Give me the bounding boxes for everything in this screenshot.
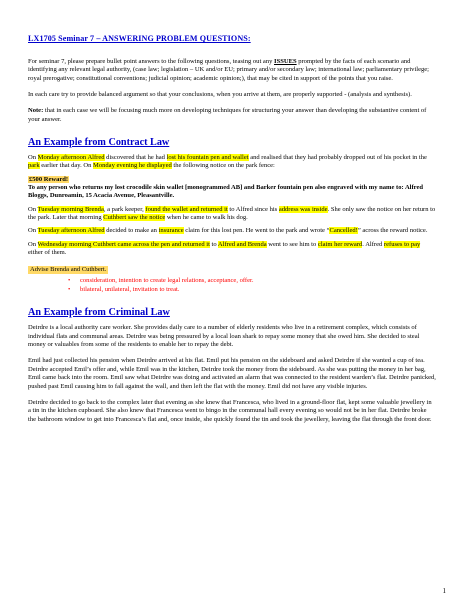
text-run: went to see him to xyxy=(266,240,318,248)
contract-paragraph-3 xyxy=(28,227,436,235)
note-paragraph xyxy=(28,107,436,124)
text-run: discovered that he had xyxy=(104,154,167,162)
criminal-paragraph-2: Emil had just collected his pension when Deirdre arrived at his flat. Emil put his pension on the sideboard and asked Deirdre if she wanted a cup of tea. Deirdre accepted Emil’s offer and, while Emil was in the kitchen, Deirdre took the money from the sideboard. As she was putting the money in her bag, Emil came back into the room. Emil saw what Deirdre was doing and activated an alarm that was connected to the resident warden’s flat. Deirdre panicked, pushed past Emil causing him to fall against the wall, and then left the flat with the money. Emil did not have any visible injuries. xyxy=(28,357,436,390)
list-item xyxy=(68,276,436,286)
contract-law-heading: An Example from Contract Law xyxy=(28,137,170,149)
bullet-icon: • xyxy=(68,276,71,284)
highlighted-text: Monday afternoon Alfred xyxy=(37,154,105,162)
text-run: to xyxy=(209,240,218,248)
text-run: when he came to walk his dog. xyxy=(165,214,248,222)
text-run: On xyxy=(28,154,38,162)
note-text: that in each case we will be focusing much more on developing techniques for structuring your answer than developing the substantive content of your answer. xyxy=(28,107,427,123)
issues-keyword: ISSUES xyxy=(274,58,297,65)
criminal-law-heading: An Example from Criminal Law xyxy=(28,307,170,319)
contract-paragraph-1 xyxy=(28,154,436,171)
balanced-argument-paragraph: In each care try to provide balanced argument so that your conclusions, when you arrive at them, are properly supported - (analysis and synthesis). xyxy=(28,91,412,99)
text-run: decided to make an xyxy=(104,227,159,235)
advise-instruction: Advise Brenda and Cuthbert. xyxy=(30,265,107,273)
text-run: On xyxy=(28,205,38,213)
text-run: either of them. xyxy=(28,249,67,257)
contract-paragraph-4 xyxy=(28,241,436,258)
highlighted-text: Alfred and Brenda xyxy=(217,240,267,248)
highlighted-text: Wednesday morning Cuthbert came across the pen and returned it xyxy=(37,240,210,248)
text-run: . She only saw the notice on her return to the park. Later that morning xyxy=(28,205,436,222)
highlighted-text: Monday evening he displayed xyxy=(93,162,172,170)
text-run: , a park keeper, xyxy=(103,205,146,213)
highlighted-text: lost his fountain pen and wallet xyxy=(166,154,249,162)
highlighted-text: Tuesday afternoon Alfred xyxy=(37,227,105,235)
criminal-paragraph-1: Deirdre is a local authority care worker. She provides daily care to a number of elderly residents who live in a retirement complex, which consists of individual flats and communal areas. Deirdre was being pressured by a local loan shark to repay some money that she owed him. She decided to steal money or valuables from some of the residents to enable her to repay the debt. xyxy=(28,324,420,349)
text-run: and realised that they had probably dropped out of his pocket in the xyxy=(248,154,427,162)
highlighted-text: Cancelled! xyxy=(329,227,358,235)
reward-notice-text: To any person who returns my lost crocodile skin wallet [monogrammed AB] and Barker fountain pen also engraved with my name to: Alfred Bloggs, Dunroamin, 15 Acacia Avenue, Pleasantville. xyxy=(28,184,424,200)
list-item-text: bilateral, unilateral, invitation to treat. xyxy=(80,285,180,293)
advise-line xyxy=(28,266,436,274)
page-number: 1 xyxy=(442,586,446,595)
list-item-text: consideration, intention to create legal relations, acceptance, offer. xyxy=(80,276,254,284)
text-run: ” across the reward notice. xyxy=(357,227,428,235)
intro-text-b: prompted by the facts of each scenario and identifying any relevant legal authority, (case law; legislation – UK and/or EU; primary and/or secondary law; international law; parliamentary privilege; royal prerogative; constitutional conventions; judicial opinion; academic opinion;), that may be cited in support of the points that you raise. xyxy=(28,58,429,82)
reward-notice-title xyxy=(28,176,436,184)
text-run: On xyxy=(28,227,38,235)
text-run: the following notice on the park fence: xyxy=(171,162,275,170)
highlighted-text: claim her reward xyxy=(317,240,363,248)
contract-paragraph-2 xyxy=(28,206,436,223)
list-item xyxy=(68,285,436,295)
highlighted-text: address was inside xyxy=(278,205,328,213)
intro-text-a: For seminar 7, please prepare bullet point answers to the following questions, teasing out any xyxy=(28,58,275,65)
bullet-icon: • xyxy=(68,285,71,293)
reward-label: £500 Reward! xyxy=(29,175,69,183)
text-run: to Alfred since his xyxy=(227,205,279,213)
highlighted-text: park xyxy=(28,162,40,170)
text-run: . Alfred xyxy=(362,240,384,248)
highlighted-text: Tuesday morning Brenda xyxy=(37,205,104,213)
criminal-paragraph-3: Deirdre decided to go back to the complex later that evening as she knew that Francesca, who lived in a ground-floor flat, kept some valuable jewellery in a tin in the kitchen cupboard. She also knew that Francesca went to bingo in the communal hall every evening so would not be in her flat. Deirdre broke the bathroom window to get into Francesca’s flat and, once inside, she quickly found the tin and took the jewellery, leaving the flat through the front door. xyxy=(28,398,432,423)
highlighted-text: refuses to pay xyxy=(383,240,421,248)
text-run: On xyxy=(28,240,38,248)
note-label: Note: xyxy=(28,107,44,115)
highlighted-text: found the wallet and returned it xyxy=(145,205,228,213)
highlighted-text: insurance xyxy=(158,227,184,235)
considerations-list xyxy=(28,277,436,295)
document-title: LX1705 Seminar 7 – ANSWERING PROBLEM QUESTIONS: xyxy=(28,34,251,43)
text-run: earlier that day. On xyxy=(39,162,94,170)
highlighted-text: Cuthbert saw the notice xyxy=(103,214,166,222)
text-run: claim for this lost pen. He went to the park and wrote “ xyxy=(183,227,330,235)
intro-paragraph xyxy=(28,58,436,83)
